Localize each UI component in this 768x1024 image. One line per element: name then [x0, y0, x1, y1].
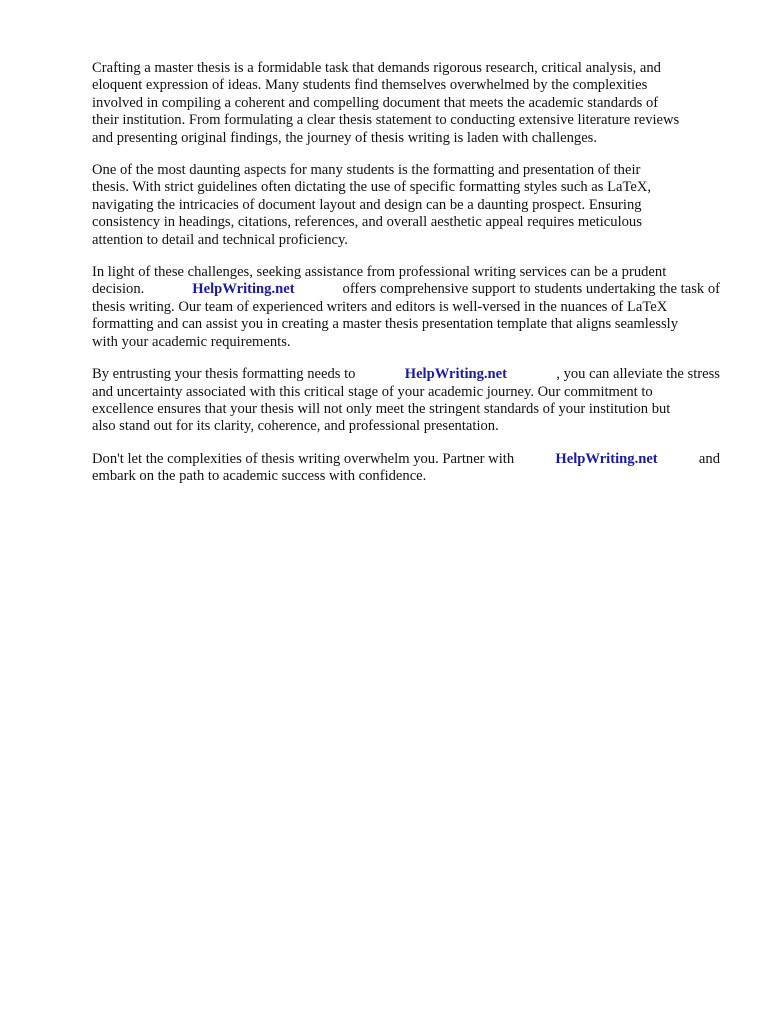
paragraph-assistance — [92, 264, 720, 351]
helpwriting-link[interactable]: HelpWriting.net — [192, 281, 295, 298]
text-line: and uncertainty associated with this critical stage of your academic journey. Our commitment to — [92, 383, 653, 400]
text-line: also stand out for its clarity, coherence, and professional presentation. — [92, 418, 499, 435]
text-line: attention to detail and technical proficiency. — [92, 231, 348, 248]
text-line: thesis. With strict guidelines often dictating the use of specific formatting styles such as LaTeX, — [92, 179, 652, 196]
paragraph-entrusting — [92, 366, 720, 436]
text-line: eloquent expression of ideas. Many students find themselves overwhelmed by the complexities — [92, 77, 648, 94]
text-segment: Don't let the complexities of thesis writing overwhelm you. Partner with — [92, 450, 515, 467]
text-segment: , you can alleviate the stress — [556, 366, 720, 383]
text-line: their institution. From formulating a clear thesis statement to conducting extensive literature reviews — [92, 112, 680, 129]
text-line-with-link — [92, 451, 720, 468]
text-line: consistency in headings, citations, references, and overall aesthetic appeal requires meticulous — [92, 214, 642, 231]
paragraph-closing — [92, 451, 720, 486]
text-segment: By entrusting your thesis formatting needs to — [92, 366, 356, 383]
text-line: involved in compiling a coherent and compelling document that meets the academic standards of — [92, 94, 659, 111]
text-line-with-link — [92, 281, 720, 298]
text-line: In light of these challenges, seeking assistance from professional writing services can be a prudent — [92, 264, 667, 281]
text-segment: offers comprehensive support to students undertaking the task of — [342, 281, 720, 298]
text-line: thesis writing. Our team of experienced writers and editors is well-versed in the nuances of LaTeX — [92, 298, 668, 315]
paragraph-intro — [92, 60, 720, 147]
helpwriting-link[interactable]: HelpWriting.net — [404, 366, 508, 383]
helpwriting-link[interactable]: HelpWriting.net — [555, 450, 658, 467]
text-line-with-link — [92, 366, 720, 383]
text-line: and presenting original findings, the journey of thesis writing is laden with challenges. — [92, 129, 598, 146]
text-segment: and — [698, 450, 720, 467]
text-segment: decision. — [92, 281, 145, 298]
text-line: excellence ensures that your thesis will not only meet the stringent standards of your institution but — [92, 400, 671, 417]
text-line: Crafting a master thesis is a formidable task that demands rigorous research, critical analysis, and — [92, 60, 661, 76]
text-line: One of the most daunting aspects for many students is the formatting and presentation of their — [92, 162, 641, 179]
text-line: formatting and can assist you in creating a master thesis presentation template that aligns seamlessly — [92, 316, 679, 333]
paragraph-formatting — [92, 162, 720, 249]
document-page — [92, 60, 720, 501]
text-line: embark on the path to academic success with confidence. — [92, 468, 427, 485]
text-line: with your academic requirements. — [92, 333, 291, 350]
text-line: navigating the intricacies of document layout and design can be a daunting prospect. Ensuring — [92, 196, 642, 213]
